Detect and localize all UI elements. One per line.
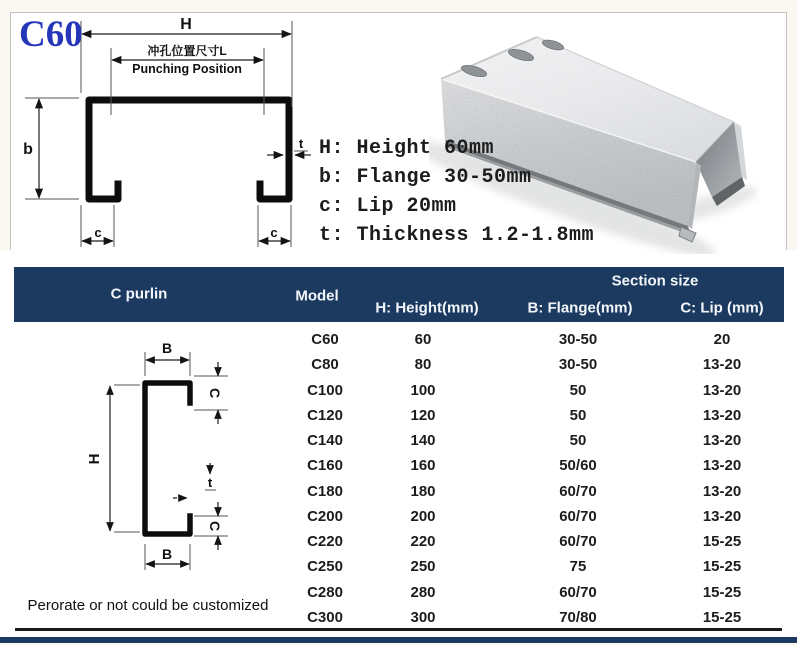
spec-thickness: t: Thickness 1.2-1.8mm	[319, 224, 595, 247]
b-dimension-label: b	[23, 141, 33, 158]
cell-model: C280	[307, 583, 343, 601]
cell-c: 13-20	[702, 482, 742, 500]
cell-model: C300	[307, 608, 343, 626]
t-dimension-label: t	[298, 136, 304, 151]
cell-model: C250	[307, 558, 343, 576]
cell-h: 100	[410, 381, 436, 399]
punching-label-en: Punching Position	[132, 62, 242, 76]
c-bottom-dimension	[194, 502, 228, 550]
cell-model: C200	[307, 507, 343, 525]
model-title: C60	[19, 14, 83, 55]
cell-b: 60/70	[559, 482, 597, 500]
h-label: H	[86, 453, 103, 465]
cell-b: 50	[569, 381, 587, 399]
table-bottom-border	[15, 628, 782, 631]
table-header	[14, 267, 784, 322]
header-height-col: H: Height(mm)	[375, 299, 479, 317]
cell-b: 60/70	[559, 507, 597, 525]
cell-h: 280	[410, 583, 436, 601]
top-panel	[10, 12, 787, 256]
cell-h: 180	[410, 482, 436, 500]
b-dimension	[23, 98, 79, 199]
c-top-label: C	[207, 387, 223, 399]
cell-c: 20	[713, 331, 731, 349]
cell-h: 220	[410, 533, 436, 551]
cell-c: 15-25	[702, 533, 742, 551]
b-bottom-dimension	[145, 544, 190, 570]
footer-accent-bar	[0, 637, 797, 643]
punching-position-dimension	[111, 43, 264, 115]
c-dimension-right	[258, 205, 291, 247]
cell-c: 13-20	[702, 406, 742, 424]
spec-list	[319, 134, 619, 250]
spec-height: H: Height 60mm	[319, 137, 495, 160]
punching-label-cn: 冲孔位置尺寸L	[147, 44, 227, 58]
cell-model: C120	[307, 406, 343, 424]
cell-h: 250	[410, 558, 436, 576]
b-top-dimension	[145, 340, 190, 376]
cell-h: 160	[410, 457, 436, 475]
cell-h: 140	[410, 432, 436, 450]
customization-note: Perorate or not could be customized	[27, 597, 269, 614]
purlin-section-diagram	[80, 338, 250, 588]
c-left-label: c	[94, 225, 102, 240]
t-dimension	[173, 463, 216, 498]
c-profile-outline	[89, 100, 289, 199]
cell-b: 60/70	[559, 533, 597, 551]
cell-c: 13-20	[702, 507, 742, 525]
cell-c: 13-20	[702, 432, 742, 450]
h-dimension-label: H	[180, 16, 192, 33]
cell-h: 120	[410, 406, 436, 424]
cell-b: 75	[569, 558, 587, 576]
cell-c: 15-25	[702, 583, 742, 601]
cell-model: C180	[307, 482, 343, 500]
c-bottom-label: C	[207, 520, 223, 532]
cell-model: C160	[307, 457, 343, 475]
cell-model: C220	[307, 533, 343, 551]
header-model: Model	[295, 287, 339, 305]
header-lip-col: C: Lip (mm)	[680, 299, 764, 317]
cell-model: C100	[307, 381, 343, 399]
cell-b: 50/60	[559, 457, 597, 475]
cell-b: 70/80	[559, 608, 597, 626]
header-flange-col: B: Flange(mm)	[527, 299, 633, 317]
h-dimension	[86, 385, 140, 532]
cell-h: 80	[414, 356, 432, 374]
c-right-label: c	[270, 225, 278, 240]
b-bottom-label: B	[161, 546, 173, 562]
spec-lip: c: Lip 20mm	[319, 195, 457, 218]
c-top-dimension	[194, 362, 228, 424]
cell-h: 300	[410, 608, 436, 626]
t-label: t	[207, 475, 213, 490]
cell-b: 30-50	[558, 331, 598, 349]
header-section-size: Section size	[611, 272, 699, 290]
header-c-purlin: C purlin	[110, 285, 168, 303]
cell-c: 13-20	[702, 356, 742, 374]
cell-h: 200	[410, 507, 436, 525]
cell-b: 50	[569, 406, 587, 424]
cell-c: 13-20	[702, 381, 742, 399]
cell-model: C60	[311, 331, 339, 349]
spec-flange: b: Flange 30-50mm	[319, 166, 532, 189]
c-dimension-left	[81, 205, 114, 247]
cell-c: 13-20	[702, 457, 742, 475]
purlin-profile-outline	[145, 383, 190, 534]
cell-b: 60/70	[559, 583, 597, 601]
b-top-label: B	[161, 340, 173, 356]
cell-c: 15-25	[702, 558, 742, 576]
cell-b: 50	[569, 432, 587, 450]
cell-model: C140	[307, 432, 343, 450]
cell-c: 15-25	[702, 608, 742, 626]
cell-model: C80	[311, 356, 339, 374]
cell-h: 60	[414, 331, 432, 349]
cell-b: 30-50	[558, 356, 598, 374]
